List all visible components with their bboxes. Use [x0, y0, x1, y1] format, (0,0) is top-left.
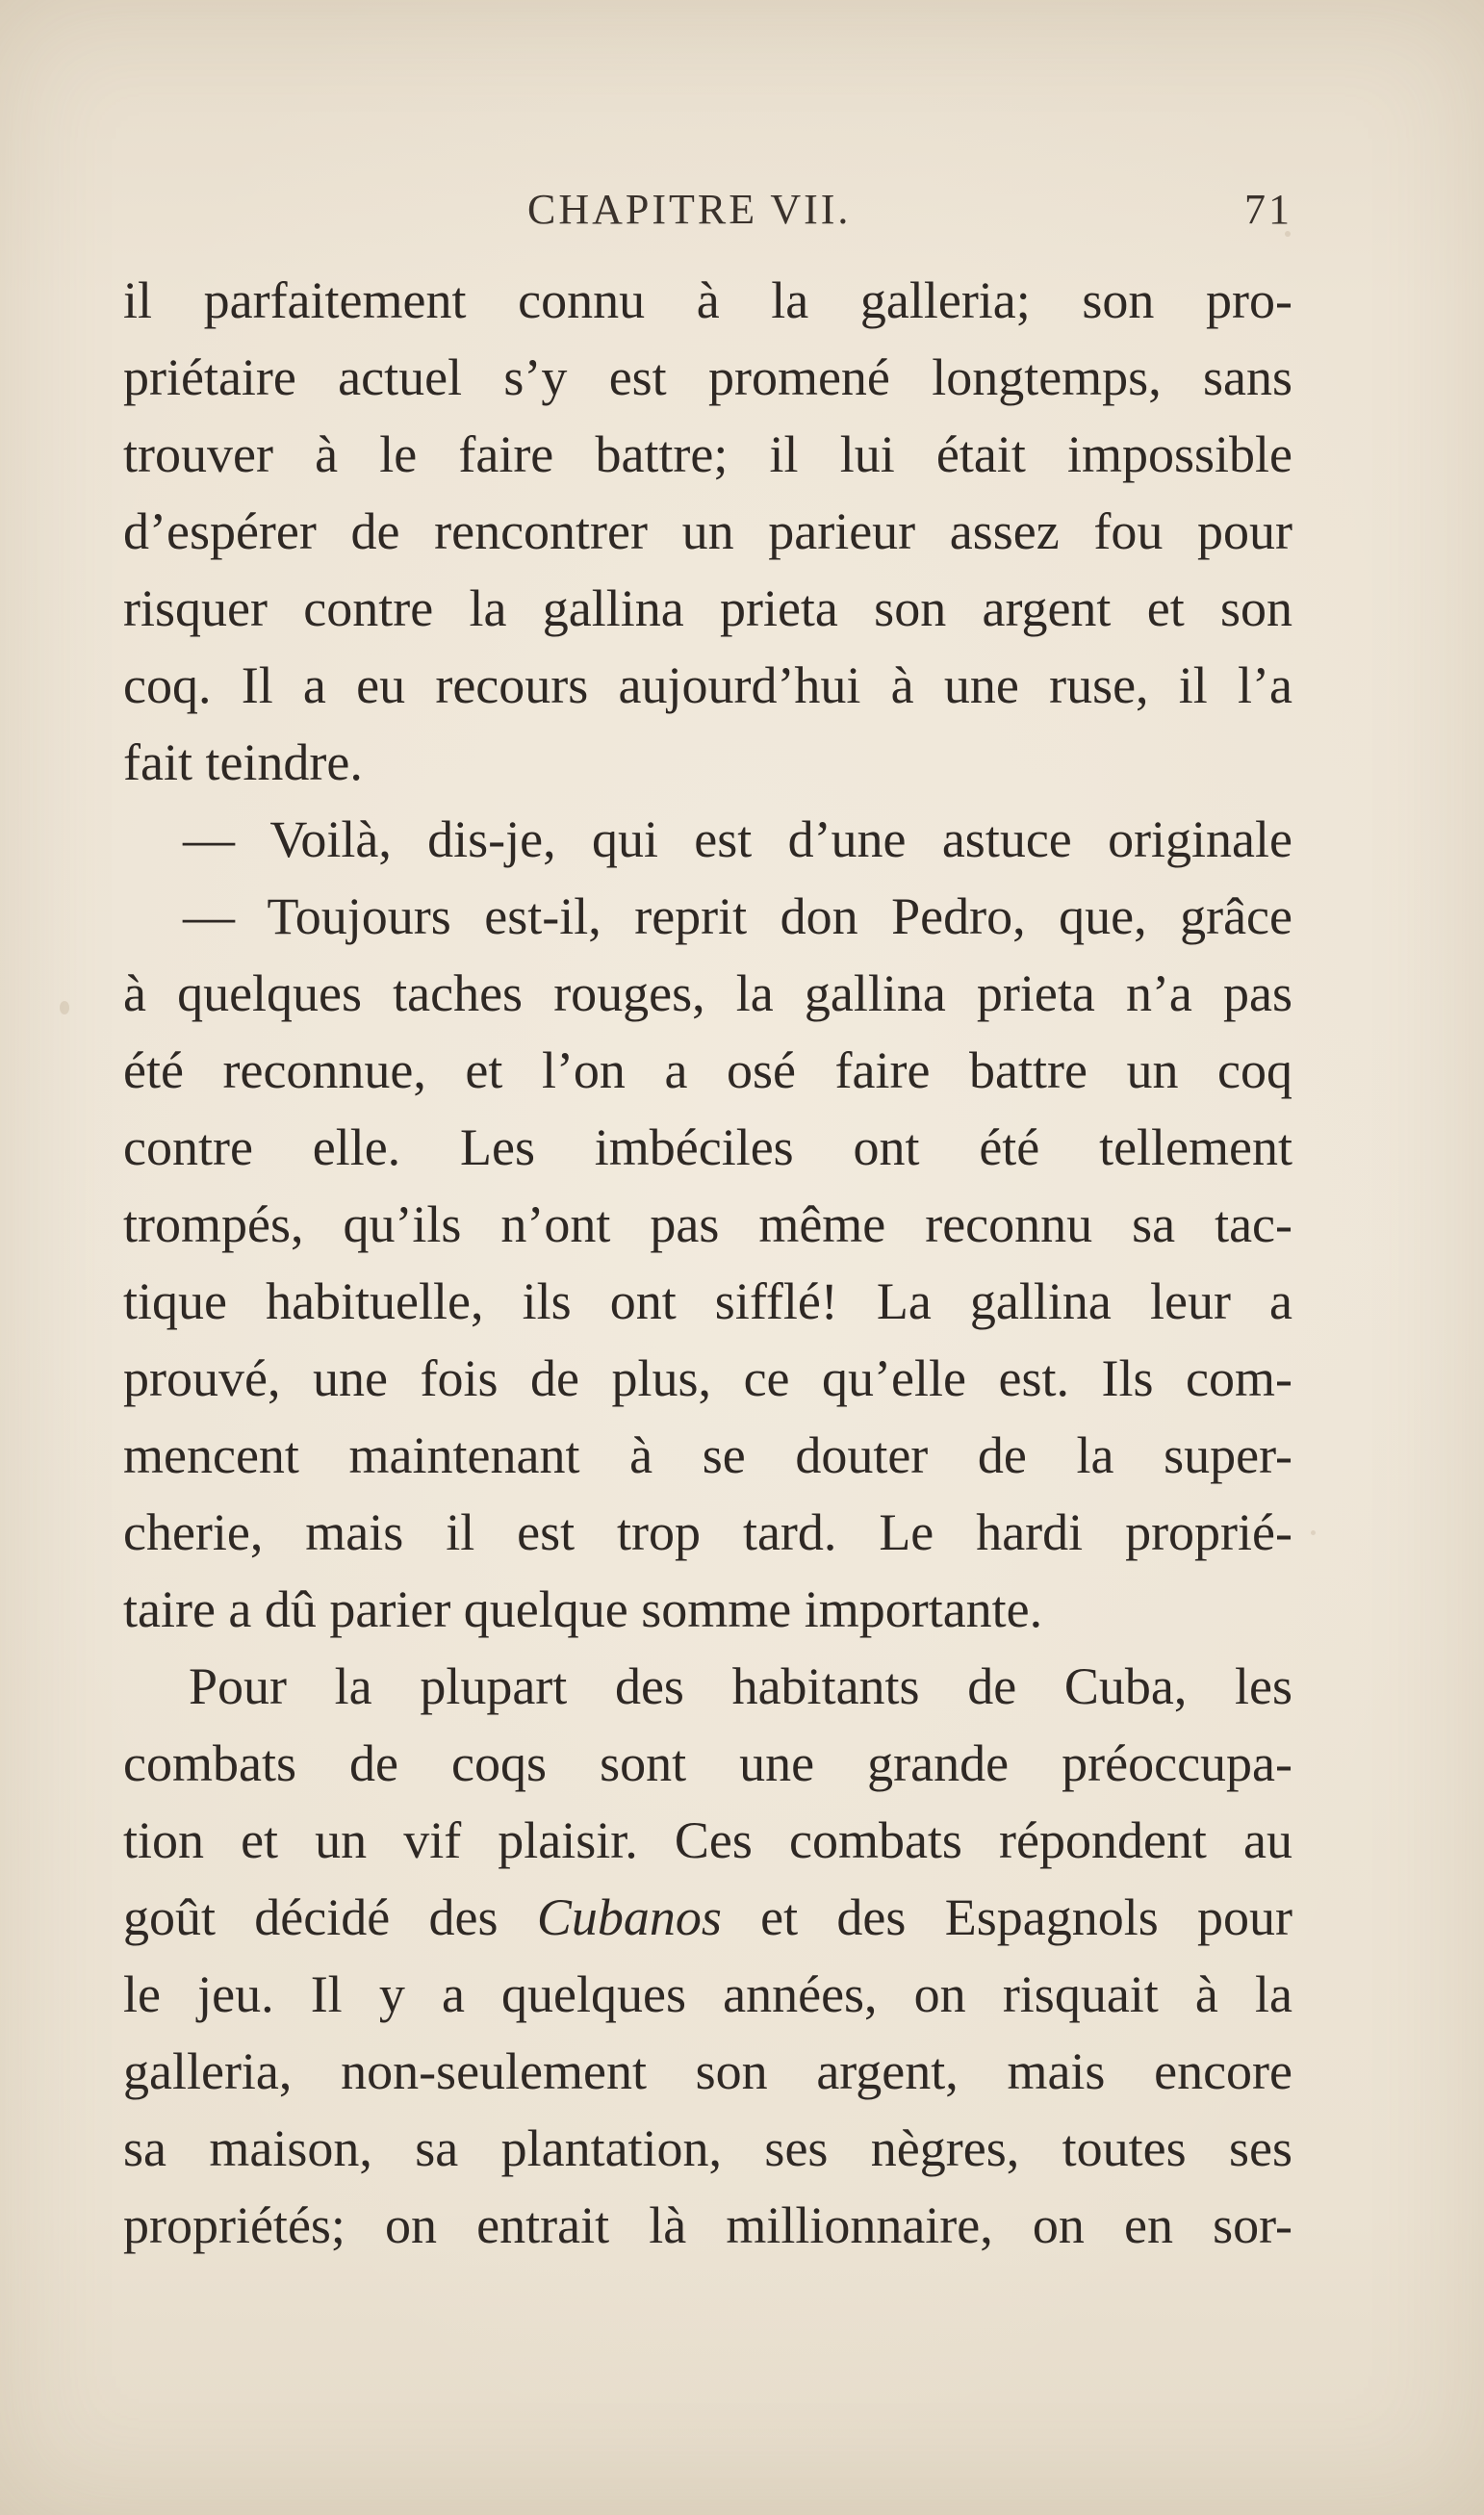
text-line: goût décidé des Cubanos et des Espagnols pour — [123, 1888, 1292, 1946]
text-line: Pour la plupart des habitants de Cuba, les — [189, 1657, 1292, 1715]
text-line: risquer contre la gallina prieta son argent et son — [123, 579, 1292, 637]
text-line: trouver à le faire battre; il lui était impossible — [123, 425, 1292, 483]
text-line: contre elle. Les imbéciles ont été tellement — [123, 1118, 1292, 1176]
text-line: à quelques taches rouges, la gallina prieta n’a pas — [123, 964, 1292, 1022]
text-line: — Toujours est-il, reprit don Pedro, que, grâce — [183, 887, 1292, 945]
text-line: trompés, qu’ils n’ont pas même reconnu sa tac- — [123, 1195, 1292, 1253]
text-line: mencent maintenant à se douter de la super- — [123, 1426, 1292, 1484]
text-line: — Voilà, dis-je, qui est d’une astuce originale — [183, 810, 1292, 868]
text-line: tique habituelle, ils ont sifflé! La gallina leur a — [123, 1272, 1292, 1330]
text-line: priétaire actuel s’y est promené longtemps, sans — [123, 348, 1292, 406]
text-line: tion et un vif plaisir. Ces combats répondent au — [123, 1811, 1292, 1869]
text-line: sa maison, sa plantation, ses nègres, toutes ses — [123, 2119, 1292, 2177]
text-line: galleria, non-seulement son argent, mais encore — [123, 2042, 1292, 2100]
body-text — [123, 262, 1292, 2264]
page-number: 71 — [1244, 186, 1292, 233]
foxing-spot — [1311, 1530, 1316, 1535]
text-line: fait teindre. — [123, 733, 363, 791]
text-line: prouvé, une fois de plus, ce qu’elle est. Ils com- — [123, 1349, 1292, 1407]
text-line: coq. Il a eu recours aujourd’hui à une ruse, il l’a — [123, 656, 1292, 714]
text-line: été reconnue, et l’on a osé faire battre un coq — [123, 1041, 1292, 1099]
text-line: il parfaitement connu à la galleria; son pro- — [123, 271, 1292, 329]
chapter-title: CHAPITRE VII. — [527, 186, 852, 233]
italic-word: Cubanos — [536, 1888, 722, 1946]
text-line: cherie, mais il est trop tard. Le hardi proprié- — [123, 1503, 1292, 1561]
running-header — [123, 185, 1292, 243]
text-line: d’espérer de rencontrer un parieur assez fou pour — [123, 502, 1292, 560]
text-line: propriétés; on entrait là millionnaire, on en sor- — [123, 2196, 1292, 2254]
text-line: taire a dû parier quelque somme importante. — [123, 1580, 1043, 1638]
foxing-spot — [60, 1001, 69, 1014]
text-line: combats de coqs sont une grande préoccupa- — [123, 1734, 1292, 1792]
text-line: le jeu. Il y a quelques années, on risquait à la — [123, 1965, 1292, 2023]
